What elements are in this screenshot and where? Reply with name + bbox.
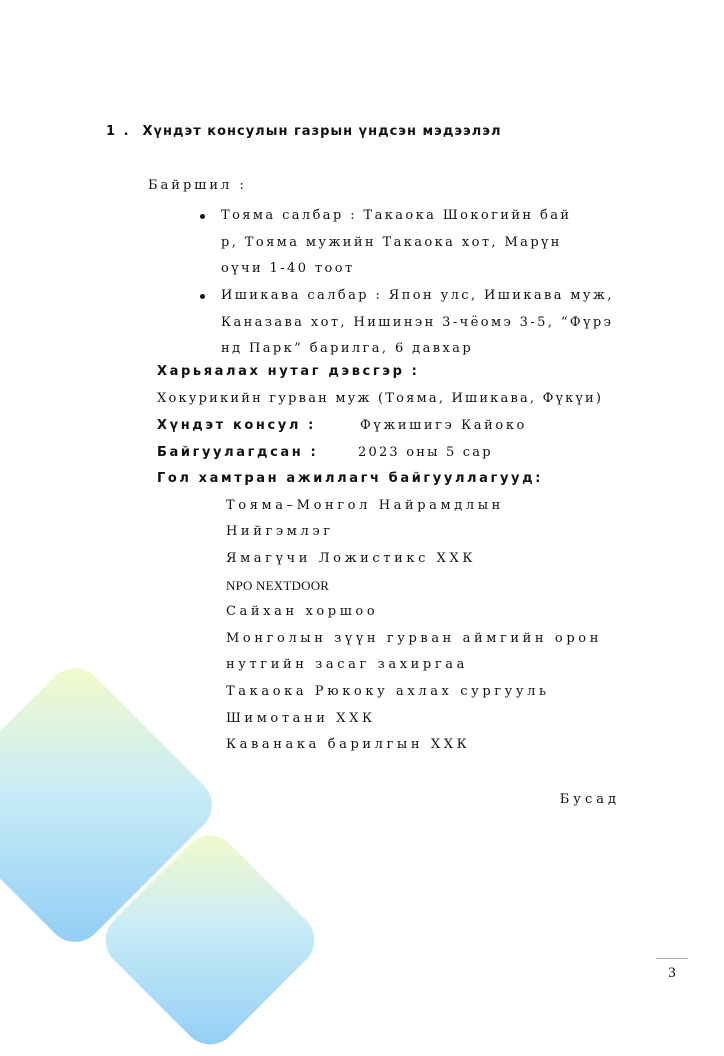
founded-label: Байгуулагдсан : <box>157 445 319 460</box>
page-number-rule <box>656 958 688 959</box>
jurisdiction-value: Хокурикийн гурван муж (Тояма, Ишикава, Фүкүи) <box>157 391 604 406</box>
jurisdiction-label: Харьяалах нутаг дэвсгэр : <box>157 364 420 379</box>
founded-value: 2023 оны 5 сар <box>358 445 493 460</box>
bullet-dot-icon <box>200 294 205 299</box>
location-line: Тоямa салбар : Такаока Шокогийн бай <box>221 208 572 223</box>
location-label: Байршил : <box>148 178 247 193</box>
partner-item: NPO NEXTDOOR <box>226 578 330 593</box>
partner-item: Монголын зүүн гурван аймгийн орон <box>226 631 602 646</box>
partner-item: Ямагүчи Ложистикс ХХК <box>226 551 477 566</box>
location-line: Каназава хот, Нишинэн 3-чёомэ 3-5, “Фүрэ <box>221 314 614 330</box>
partner-item: Тояма–Монгол Найрамдлын <box>226 498 504 513</box>
bullet-dot-icon <box>200 214 205 219</box>
section-number: 1 . <box>106 124 131 139</box>
partner-item: Шимотани ХХК <box>226 711 376 726</box>
location-line: нд Парк” барилга, 6 давхар <box>221 341 474 356</box>
other-label: Бусад <box>559 792 620 807</box>
partners-label: Гол хамтран ажиллагч байгууллагууд: <box>157 471 543 486</box>
partner-item: Каванака барилгын ХХК <box>226 737 471 752</box>
section-title: Хүндэт консулын газрын үндсэн мэдээлэл <box>142 124 502 139</box>
section-heading <box>106 124 502 139</box>
partner-item: Нийгэмлэг <box>226 524 334 539</box>
consul-value: Фүжишигэ Кайоко <box>360 418 527 433</box>
founded-row <box>157 445 493 460</box>
partner-item: Сайхан хоршоо <box>226 604 379 619</box>
location-line: р, Тояма мужийн Такаока хот, Марүн <box>221 234 562 250</box>
consul-row <box>157 418 527 433</box>
location-line: Ишикава салбар : Япон улс, Ишикава муж, <box>221 288 614 303</box>
location-item-ishikawa <box>200 283 620 363</box>
partner-item: Такаока Рюкоку ахлах сургууль <box>226 684 550 699</box>
consul-label: Хүндэт консул : <box>157 418 316 433</box>
page-number: 3 <box>668 965 676 981</box>
location-line: оүчи 1-40 тоот <box>221 261 355 276</box>
partner-item: нутгийн засаг захиргаа <box>226 657 468 672</box>
location-item-toyama <box>200 203 620 283</box>
